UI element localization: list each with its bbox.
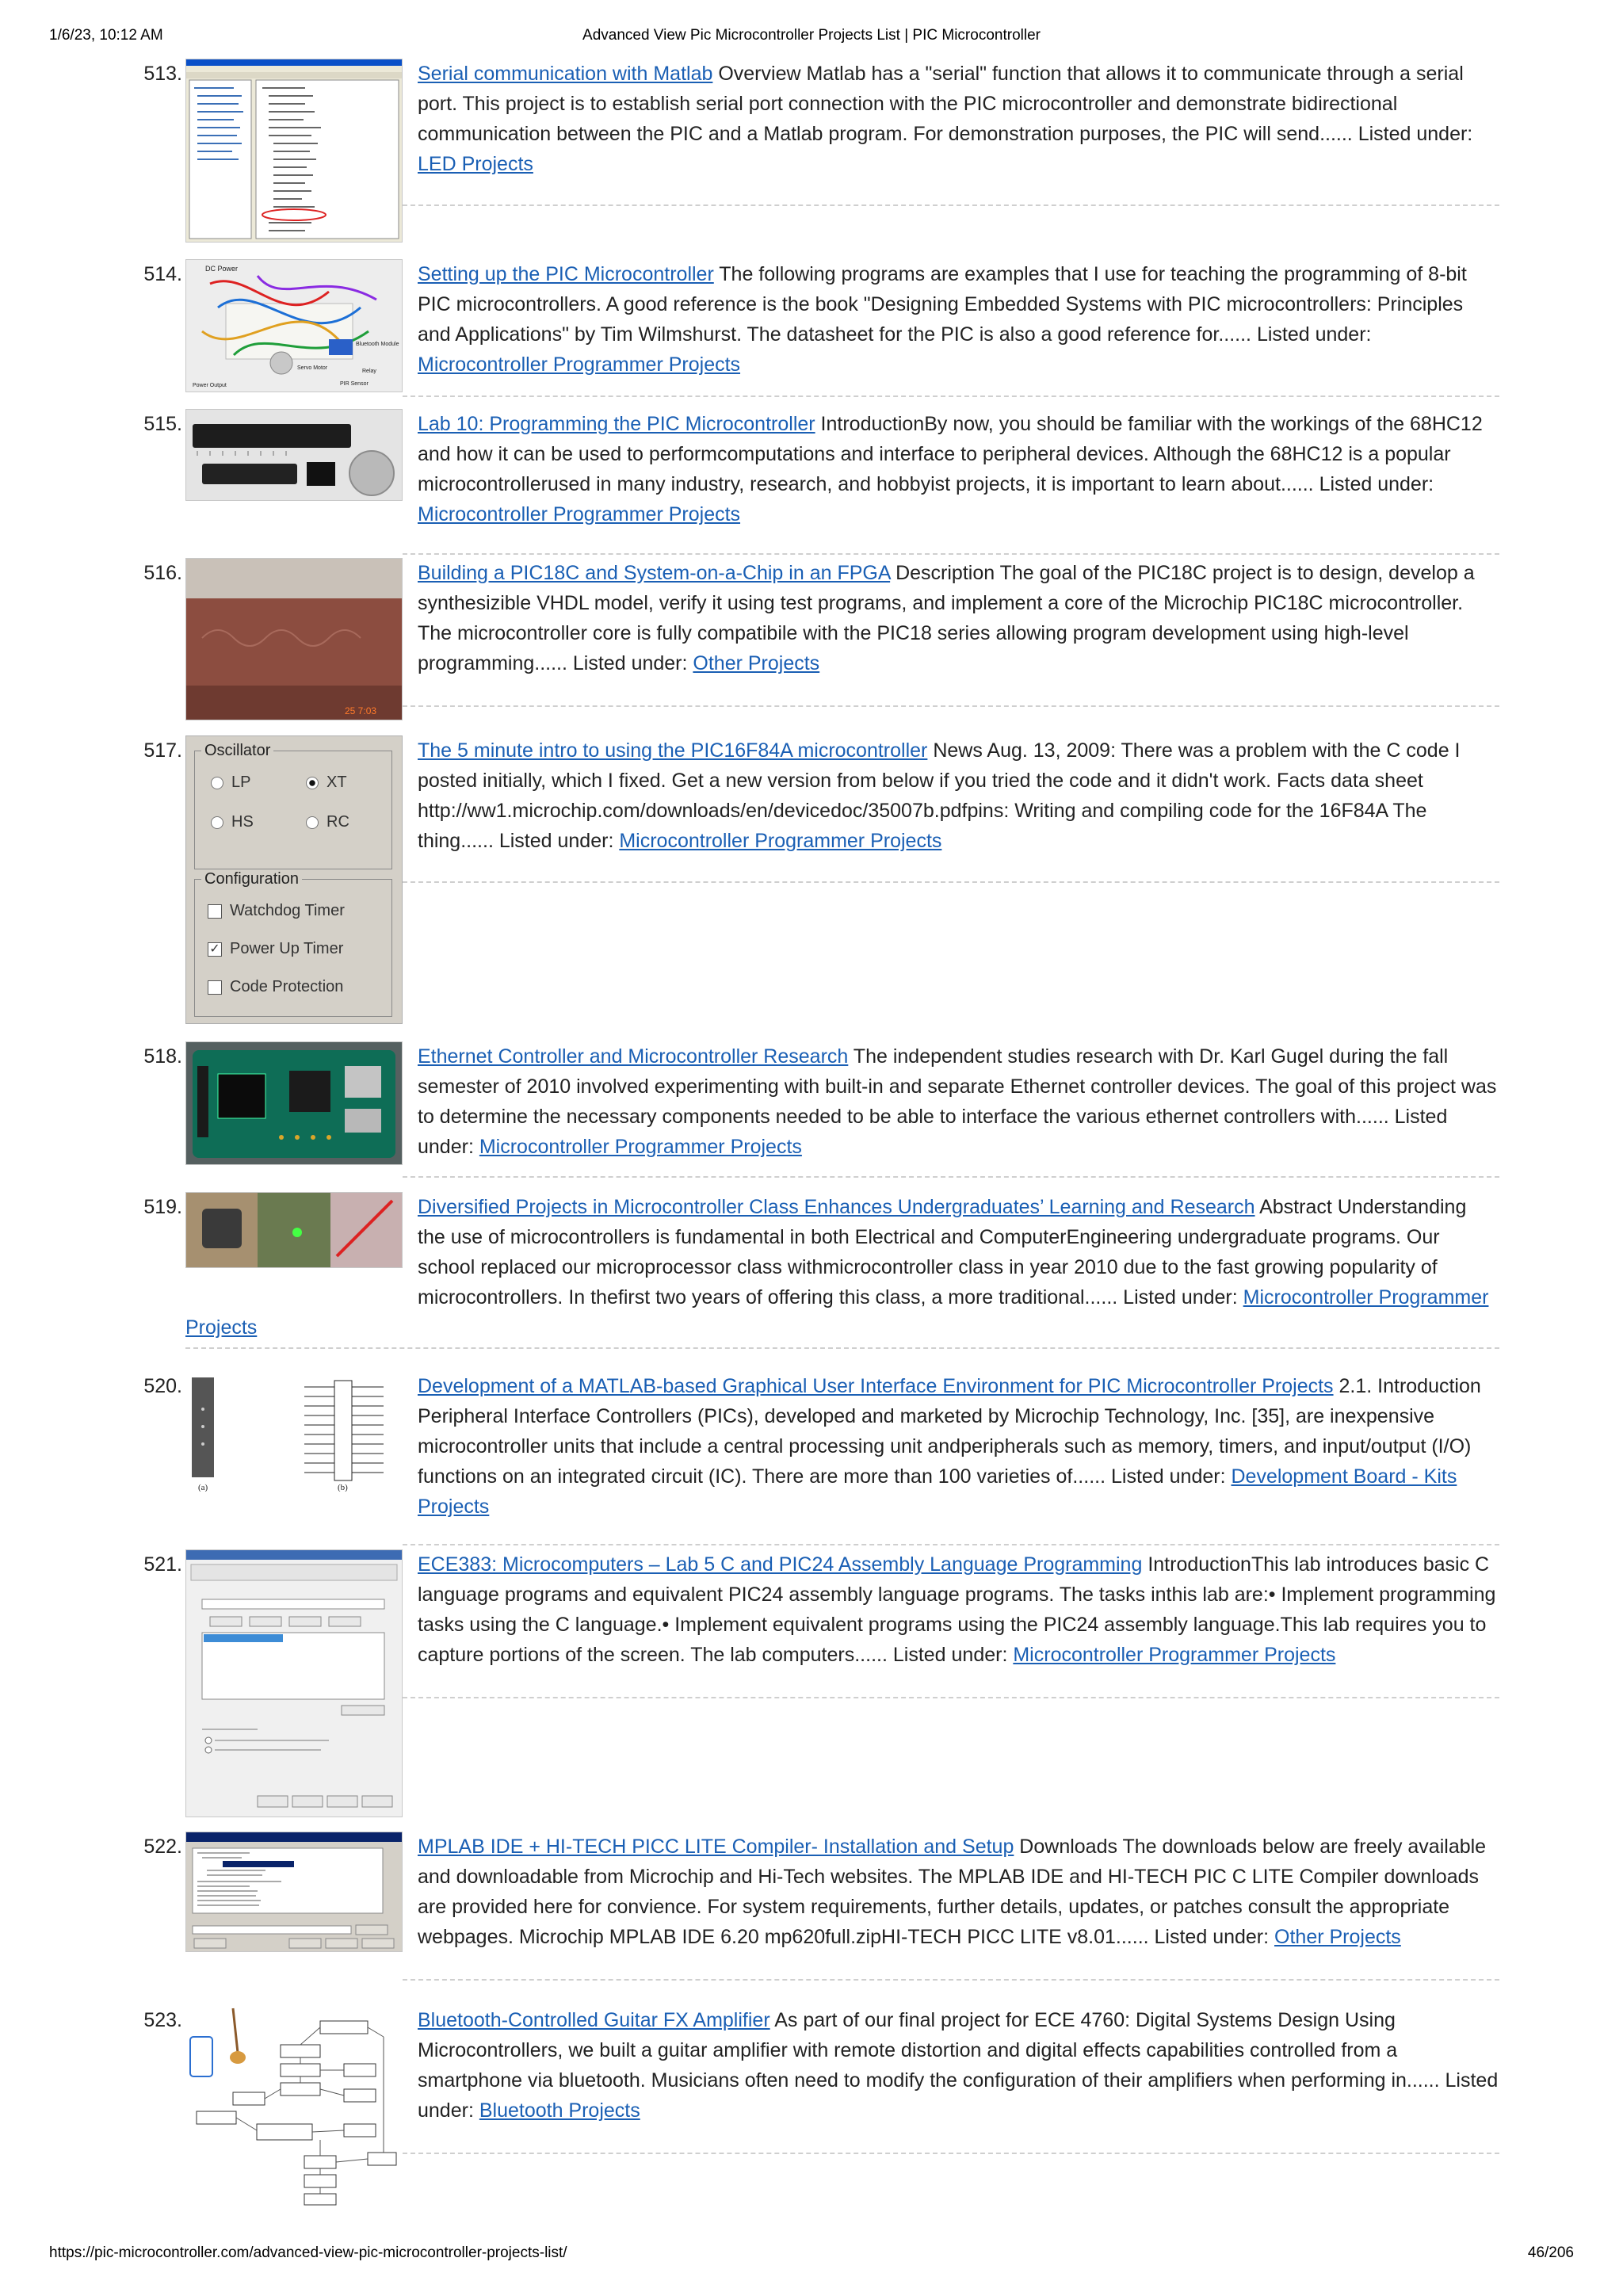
item-title-link[interactable]: Diversified Projects in Microcontroller Class Enhances Undergraduates’ Learning and Research bbox=[418, 1196, 1255, 1218]
check-icon: ✓ bbox=[208, 942, 222, 957]
item-description: As part of our final project for ECE 4760: Digital Systems Design Using Microcontrollers, we built a guitar amplifier with remote distortion and digital effects capabilities controlled from a smartphone via bluetooth. Musicians often need to modify the configuration of their amplifiers when performing in...... bbox=[418, 2009, 1445, 2092]
item-text bbox=[418, 1192, 1499, 1312]
print-header bbox=[49, 27, 1574, 48]
item-description: The following programs are examples that I use for teaching the programming of 8-bit PIC microcontrollers. A good reference is the book "Designing Embedded Systems with PIC microcontrollers: Principles and Applications" by Tim Wilmshurst. The datasheet for the PIC is also a good reference for...... bbox=[418, 263, 1467, 346]
category-link[interactable]: Microcontroller Programmer Projects bbox=[619, 830, 942, 852]
item-separator bbox=[403, 1979, 1499, 1981]
item-title-link[interactable]: Lab 10: Programming the PIC Microcontroller bbox=[418, 413, 815, 435]
item-number: 514. bbox=[143, 263, 182, 285]
category-link[interactable]: Other Projects bbox=[693, 652, 820, 674]
item-separator bbox=[403, 395, 1499, 397]
item-separator bbox=[403, 204, 1499, 206]
thumb-label: Relay bbox=[362, 369, 376, 374]
checkbox-power-up-timer[interactable]: ✓ Power Up Timer bbox=[208, 940, 343, 958]
photo-timestamp: 25 7:03 bbox=[345, 705, 377, 716]
item-separator bbox=[403, 2153, 1499, 2154]
listed-under-label: Listed under: bbox=[1358, 123, 1473, 145]
item-description: The independent studies research with Dr. Karl Gugel during the fall semester of 2010 involved experimenting with built-in and separate Ethernet controller devices. The goal of this project was to determine the necessary components needed to be able to interface the various ethernet controllers with...... Listed under: bbox=[418, 1045, 1497, 1158]
item-thumbnail[interactable] bbox=[185, 409, 403, 501]
item-number: 518. bbox=[143, 1045, 182, 1068]
thumb-label: PIR Sensor bbox=[340, 381, 369, 387]
circuit-board-photo bbox=[186, 1042, 402, 1164]
item-thumbnail[interactable] bbox=[185, 259, 403, 392]
item-description: Downloads The downloads below are freely available and downloadable from Microchip and Hi-Tech websites. The MPLAB IDE and HI-TECH PIC C LITE Compiler downloads are provided here for convience. For system requirements, further details, updates, or patches consult the appropriate webpages. Microchip MPLAB IDE 6.20 mp620full.zipHI-TECH PICC LITE v8.01...... bbox=[418, 1836, 1487, 1948]
item-number: 520. bbox=[143, 1375, 182, 1397]
item-text-overflow bbox=[185, 1312, 257, 1343]
checkbox-watchdog-timer[interactable]: Watchdog Timer bbox=[208, 902, 345, 920]
language-tool-dialog-screenshot bbox=[186, 1832, 402, 1951]
item-title-link[interactable]: Building a PIC18C and System-on-a-Chip in an FPGA bbox=[418, 562, 891, 584]
build-options-dialog-screenshot bbox=[186, 1550, 402, 1817]
item-description: 2.1. Introduction Peripheral Interface Controllers (PICs), developed and marketed by Microchip Technology, Inc. [35], are inexpensive microcontroller units that include a central processing unit andperipherals such as memory, timers, and input/output (I/O) functions on an integrated circuit (IC). There are more than 100 varieties of...... bbox=[418, 1375, 1481, 1488]
listed-under-label: Listed under: bbox=[498, 830, 614, 852]
item-title-link[interactable]: Setting up the PIC Microcontroller bbox=[418, 263, 714, 285]
item-separator bbox=[185, 1347, 1499, 1349]
thumb-label: Servo Motor bbox=[297, 365, 328, 371]
item-description: Description The goal of the PIC18C project is to design, develop a synthesizible VHDL model, verify it using test programs, and implement a core of the Microchip PIC18C microcontroller. The microcontroller core is fully compatibile with the PIC18 series allowing program development using high-level programming...... bbox=[418, 562, 1475, 674]
item-text bbox=[418, 259, 1499, 380]
listed-under-label: Listed under: bbox=[418, 2069, 1499, 2122]
print-footer bbox=[49, 2244, 1574, 2265]
configuration-group bbox=[194, 870, 392, 1017]
device-manager-screenshot bbox=[186, 59, 402, 242]
item-title-link[interactable]: Serial communication with Matlab bbox=[418, 63, 713, 85]
radio-xt[interactable]: XT bbox=[306, 774, 347, 792]
item-text bbox=[418, 1371, 1499, 1522]
item-description: Abstract Understanding the use of microcontrollers is fundamental in both Electrical and ComputerEngineering undergraduate programs. Our school replaced our microprocessor class withmicrocontroller class in year 2010 due to the fast growing popularity of microcontrollers. In thefirst two years of offering this class, a more traditional...... Listed under: bbox=[418, 1196, 1467, 1308]
figure-caption: (b) bbox=[338, 1483, 348, 1492]
listed-under-label: Listed under: bbox=[1110, 1465, 1226, 1488]
print-url: https://pic-microcontroller.com/advanced-view-pic-microcontroller-projects-list/ bbox=[49, 2244, 567, 2261]
category-link[interactable]: Development Board - Kits Projects bbox=[418, 1465, 1457, 1518]
chips-photo bbox=[186, 410, 402, 500]
page-counter: 46/206 bbox=[1527, 2244, 1574, 2261]
item-separator bbox=[403, 705, 1499, 707]
item-separator bbox=[403, 1176, 1499, 1178]
category-link[interactable]: Bluetooth Projects bbox=[479, 2099, 640, 2122]
item-thumbnail[interactable] bbox=[185, 1041, 403, 1165]
figure-caption: (a) bbox=[198, 1483, 208, 1492]
item-number: 516. bbox=[143, 562, 182, 584]
item-description: IntroductionThis lab introduces basic C language programs and equivalent PIC24 assembly language programs. The tasks inthis lab are:• Implement programming tasks using the C language.• Implement equivalent programs using the PIC24 assembly language.This lab requires you to capture portions of the screen. The lab computers...... bbox=[418, 1553, 1496, 1666]
whiteboard-photo bbox=[186, 559, 402, 720]
thumb-label: Power Output bbox=[193, 383, 227, 388]
category-link[interactable]: Microcontroller Programmer Projects bbox=[418, 353, 741, 376]
item-description: Overview Matlab has a "serial" function that allows it to communicate through a serial port. This project is to establish serial port connection with the PIC microcontroller and demonstrate bidirectional communication between the PIC and a Matlab program. For demonstration purposes, the PIC will send...... bbox=[418, 63, 1464, 145]
oscillator-group bbox=[194, 742, 392, 869]
item-text bbox=[418, 59, 1499, 179]
item-description: News Aug. 13, 2009: There was a problem with the C code I posted initially, which I fixed. Get a new version from below if you tried the code and it didn't work. Facts data sheet http://ww1.microchip.com/downloads/en/devicedoc/35007b.pdfpins: Writing and compiling code for the 16F84A The thing...... bbox=[418, 739, 1461, 852]
category-link[interactable]: Microcontroller Programmer Projects bbox=[1013, 1644, 1336, 1666]
radio-rc[interactable]: RC bbox=[306, 813, 349, 831]
thumb-label: DC Power bbox=[205, 265, 239, 273]
item-thumbnail[interactable] bbox=[185, 1832, 403, 1952]
item-thumbnail[interactable] bbox=[185, 558, 403, 720]
item-text bbox=[418, 409, 1499, 529]
item-number: 515. bbox=[143, 413, 182, 435]
item-thumbnail[interactable] bbox=[185, 735, 403, 1024]
item-text bbox=[418, 2005, 1499, 2126]
item-text bbox=[418, 1549, 1499, 1670]
oscillator-label: Oscillator bbox=[201, 742, 273, 760]
item-thumbnail[interactable] bbox=[185, 59, 403, 243]
item-number: 523. bbox=[143, 2009, 182, 2031]
item-number: 517. bbox=[143, 739, 182, 762]
projects-collage-photo bbox=[186, 1193, 402, 1267]
checkbox-code-protection[interactable]: Code Protection bbox=[208, 978, 343, 996]
radio-hs[interactable]: HS bbox=[211, 813, 254, 831]
item-thumbnail[interactable] bbox=[185, 1371, 403, 1492]
item-title-link[interactable]: Bluetooth-Controlled Guitar FX Amplifier bbox=[418, 2009, 770, 2031]
listed-under-label: Listed under: bbox=[1256, 323, 1372, 346]
item-text bbox=[418, 558, 1499, 678]
item-separator bbox=[403, 1697, 1499, 1698]
item-thumbnail[interactable] bbox=[185, 2005, 403, 2210]
item-thumbnail[interactable] bbox=[185, 1549, 403, 1817]
item-thumbnail[interactable] bbox=[185, 1192, 403, 1268]
item-description: IntroductionBy now, you should be familiar with the workings of the 68HC12 and how it can be used to performcomputations and interface to peripheral devices. Although the 68HC12 is a popular microcontrollerused in many industry, research, and hobbyist projects, it is important to learn about...... bbox=[418, 413, 1483, 495]
print-title: Advanced View Pic Microcontroller Projects List | PIC Microcontroller bbox=[582, 27, 1041, 44]
item-text bbox=[418, 1041, 1499, 1162]
radio-lp[interactable]: LP bbox=[211, 774, 250, 792]
category-link[interactable]: LED Projects bbox=[418, 153, 533, 175]
listed-under-label: Listed under: bbox=[1319, 473, 1434, 495]
listed-under-label: Listed under: bbox=[572, 652, 688, 674]
item-title-link[interactable]: The 5 minute intro to using the PIC16F84A microcontroller bbox=[418, 739, 928, 762]
item-title-link[interactable]: Ethernet Controller and Microcontroller Research bbox=[418, 1045, 849, 1068]
item-number: 522. bbox=[143, 1836, 182, 1858]
category-link[interactable]: Microcontroller Programmer Projects bbox=[418, 503, 741, 525]
thumb-label: Bluetooth Module bbox=[356, 342, 399, 347]
category-link[interactable]: Projects bbox=[185, 1316, 258, 1339]
item-separator bbox=[403, 881, 1499, 883]
pin-diagram-figure bbox=[185, 1371, 403, 1492]
item-title-link[interactable]: ECE383: Microcomputers – Lab 5 C and PIC24 Assembly Language Programming bbox=[418, 1553, 1143, 1576]
item-separator bbox=[403, 553, 1499, 555]
block-diagram-figure bbox=[185, 2005, 403, 2210]
item-text bbox=[418, 735, 1499, 856]
item-number: 521. bbox=[143, 1553, 182, 1576]
item-separator bbox=[403, 1544, 1499, 1545]
print-date: 1/6/23, 10:12 AM bbox=[49, 27, 163, 44]
item-text bbox=[418, 1832, 1499, 1952]
category-link[interactable]: Microcontroller Programmer Projects bbox=[479, 1136, 802, 1158]
item-number: 513. bbox=[143, 63, 182, 85]
item-number: 519. bbox=[143, 1196, 182, 1218]
item-title-link[interactable]: MPLAB IDE + HI-TECH PICC LITE Compiler- Installation and Setup bbox=[418, 1836, 1014, 1858]
listed-under-label: Listed under: bbox=[1154, 1926, 1270, 1948]
item-title-link[interactable]: Development of a MATLAB-based Graphical User Interface Environment for PIC Microcontroller Projects bbox=[418, 1375, 1334, 1397]
category-link[interactable]: Other Projects bbox=[1274, 1926, 1401, 1948]
category-link[interactable]: Microcontroller Programmer bbox=[1243, 1286, 1489, 1308]
configuration-label: Configuration bbox=[201, 870, 302, 888]
breadboard-photo bbox=[186, 260, 402, 392]
listed-under-label: Listed under: bbox=[892, 1644, 1008, 1666]
